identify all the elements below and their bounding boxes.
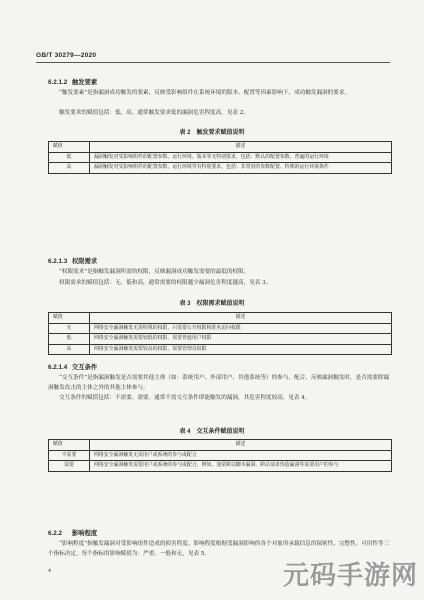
level-cell: 低	[49, 334, 90, 345]
table-caption: 表 2 触发要求赋值说明	[179, 130, 245, 136]
description-cell: 漏洞触发对受影响组件的配置参数、运行环境、版本等无特别要求，包括：默认的配置参数、普遍的运行环境	[90, 152, 392, 163]
standard-number: GB/T 30279—2020	[36, 52, 97, 59]
section-number: 6.2.2	[48, 530, 63, 537]
description-cell: 漏洞触发对受影响组件的配置参数、运行环境等有特别要求，包括：非常用的参数配置、特殊的运行环境条件	[90, 163, 392, 174]
section-title: 触发要素	[72, 79, 98, 86]
watermark-logo: 元码手游网	[282, 561, 418, 591]
section-heading-trigger	[48, 77, 97, 86]
table-header-row	[49, 142, 392, 153]
paragraph	[48, 89, 390, 99]
table-row	[49, 334, 392, 345]
header-cell: 赋值	[49, 313, 90, 324]
header-rule	[36, 62, 390, 63]
table-row	[49, 461, 392, 472]
description-cell: 网络安全漏洞触发无需特殊的权限，只需要公开权限和匿名访问权限	[90, 323, 392, 334]
section-title: 影响程度	[72, 530, 98, 537]
section-number: 6.2.1.3	[48, 258, 68, 265]
level-cell: 需要	[49, 461, 90, 472]
paragraph-text: “权限需求”是指触发漏洞所需的权限，反映漏洞成功触发需要的最低的权限。	[59, 269, 250, 275]
header-cell: 赋值	[49, 440, 90, 451]
table-trigger	[48, 141, 392, 174]
table-row	[49, 323, 392, 334]
description-cell: 网络安全漏洞触发需要较低的权限，需要普通用户权限	[90, 334, 392, 345]
section-heading-privilege	[48, 256, 97, 265]
paragraph-text: “交互条件”是指漏洞触发是否需要其他主体（如：系统用户、外部用户、其他系统等）的参与、配合，反映漏洞触发时，是否需要除漏洞触发攻击的主体之外的其他主体参与。	[48, 375, 390, 391]
section-title: 交互条件	[72, 364, 98, 371]
section-number: 6.2.1.2	[48, 79, 68, 86]
description-cell: 网络安全漏洞触发需要较高的权限，需要管理员权限	[90, 344, 392, 355]
level-cell: 高	[49, 344, 90, 355]
paragraph	[48, 394, 390, 404]
table-caption: 表 4 交互条件赋值说明	[179, 429, 245, 435]
table-row	[49, 163, 392, 174]
header-cell: 赋值	[49, 142, 90, 153]
table-row	[49, 344, 392, 355]
table-row	[49, 152, 392, 163]
header-cell: 描述	[90, 313, 392, 324]
level-cell: 低	[49, 152, 90, 163]
section-number: 6.2.1.4	[48, 364, 68, 371]
header-cell: 描述	[90, 142, 392, 153]
paragraph	[48, 109, 390, 119]
paragraph	[48, 268, 390, 278]
paragraph	[48, 374, 390, 393]
paragraph-text: 触发要求的赋值包括：低、高。通常触发要求低的漏洞危害程度高，见表 2。	[59, 110, 249, 116]
paragraph-text: 权限需求的赋值包括：无、低和高，通常需要的权限越少漏洞危害程度越高，见表 3。	[59, 280, 272, 286]
table-row	[49, 450, 392, 461]
section-heading-impact	[48, 528, 97, 537]
paragraph-text: “影响程度”指触发漏洞对受影响组件造成的损害程度。影响程度根据受漏洞影响的各个对象所承载信息的保密性、完整性、可用性等三个指标决定，每个指标的影响赋值为：严重、一般和无，见表 5。	[48, 541, 390, 557]
level-cell: 不需要	[49, 450, 90, 461]
level-cell: 无	[49, 323, 90, 334]
page-number: 4	[48, 568, 52, 574]
description-cell: 网络安全漏洞触发无需用户或系统的参与或配合	[90, 450, 392, 461]
section-heading-interaction	[48, 362, 97, 371]
paragraph	[48, 279, 390, 289]
description-cell: 网络安全漏洞触发需要用户或系统的参与或配合，例如，通常跨站脚本漏洞、跨站请求伪造漏洞等需要用户的参与	[90, 461, 392, 472]
table-privilege	[48, 312, 392, 355]
paragraph-text: 交互条件的赋值包括：不需要、需要。通常不需交互条件即能触发的漏洞，其危害程度较高，见表 4。	[59, 395, 311, 401]
section-title: 权限需求	[72, 258, 98, 265]
table-header-row	[49, 440, 392, 451]
table-interaction	[48, 439, 392, 472]
table-caption: 表 3 权限需求赋值说明	[179, 301, 245, 307]
header-cell: 描述	[90, 440, 392, 451]
table-header-row	[49, 313, 392, 324]
paragraph-text: “触发要素”是指漏洞成功触发的要素，反映受影响组件在系统环境的版本、配置等因素影响下，成功触发漏洞的要求。	[59, 90, 351, 96]
level-cell: 高	[49, 163, 90, 174]
